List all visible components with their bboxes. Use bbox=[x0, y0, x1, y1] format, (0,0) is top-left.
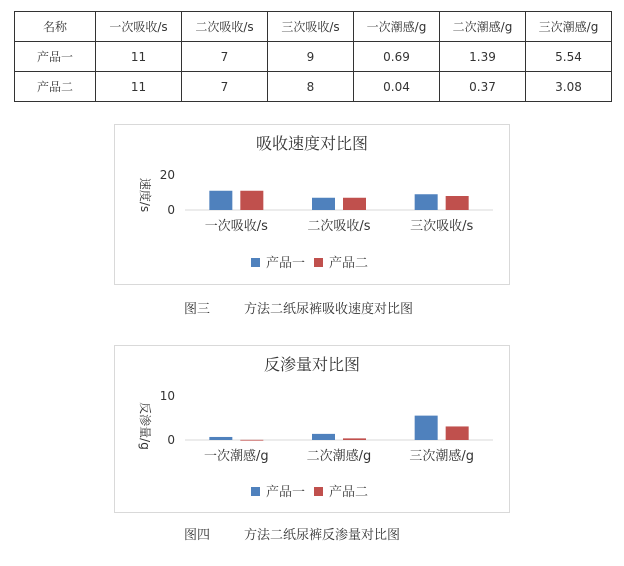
y-tick-label: 10 bbox=[159, 389, 175, 403]
bar-1-2 bbox=[312, 434, 335, 440]
table-cell: 11 bbox=[96, 72, 182, 102]
legend-swatch-2 bbox=[314, 487, 323, 496]
bar-2-3 bbox=[446, 196, 469, 210]
table-cell: 产品一 bbox=[15, 42, 96, 72]
table-header-cell: 一次吸收/s bbox=[96, 12, 182, 42]
bar-1-1 bbox=[209, 437, 232, 440]
bar-2-2 bbox=[343, 198, 366, 210]
table-header-cell: 一次潮感/g bbox=[354, 12, 440, 42]
table-cell: 7 bbox=[182, 72, 268, 102]
rewet-chart-svg bbox=[115, 346, 509, 512]
y-tick-label: 20 bbox=[159, 168, 175, 182]
figure-4-caption bbox=[184, 524, 400, 543]
bar-1-3 bbox=[415, 416, 438, 440]
data-table bbox=[14, 11, 612, 102]
bar-1-1 bbox=[209, 191, 232, 210]
x-tick-label: 二次潮感/g bbox=[306, 449, 372, 464]
bar-2-3 bbox=[446, 426, 469, 440]
legend-swatch-2 bbox=[314, 258, 323, 267]
legend-swatch-1 bbox=[251, 487, 260, 496]
table-header-cell: 二次吸收/s bbox=[182, 12, 268, 42]
legend-label-1: 产品一 bbox=[266, 485, 306, 500]
absorption-speed-chart bbox=[114, 124, 510, 285]
bar-2-1 bbox=[240, 440, 263, 441]
table-header-row bbox=[15, 12, 612, 42]
table-cell: 1.39 bbox=[440, 42, 526, 72]
figure-3-caption bbox=[184, 298, 413, 317]
legend-label-2: 产品二 bbox=[329, 256, 369, 271]
bar-2-2 bbox=[343, 438, 366, 440]
table-row bbox=[15, 42, 612, 72]
bar-1-3 bbox=[415, 194, 438, 210]
x-tick-label: 二次吸收/s bbox=[307, 219, 371, 234]
bar-1-2 bbox=[312, 198, 335, 210]
y-tick-label: 0 bbox=[167, 433, 175, 447]
table-cell: 8 bbox=[268, 72, 354, 102]
legend-label-1: 产品一 bbox=[266, 256, 306, 271]
figure-3-number: 图三 bbox=[184, 302, 211, 317]
y-axis-label: 速度/s bbox=[138, 177, 152, 213]
legend-swatch-1 bbox=[251, 258, 260, 267]
table-header-cell: 二次潮感/g bbox=[440, 12, 526, 42]
x-tick-label: 一次潮感/g bbox=[204, 449, 269, 464]
x-tick-label: 一次吸收/s bbox=[204, 219, 268, 234]
y-tick-label: 0 bbox=[167, 203, 175, 217]
table-cell: 0.69 bbox=[354, 42, 440, 72]
absorption-speed-chart-svg bbox=[115, 125, 509, 284]
table-row bbox=[15, 72, 612, 102]
table-header-cell: 名称 bbox=[15, 12, 96, 42]
figure-3-text: 方法二纸尿裤吸收速度对比图 bbox=[244, 302, 414, 317]
table-cell: 0.37 bbox=[440, 72, 526, 102]
chart-title: 吸收速度对比图 bbox=[255, 134, 369, 153]
x-tick-label: 三次吸收/s bbox=[410, 219, 474, 234]
table-cell: 0.04 bbox=[354, 72, 440, 102]
y-axis-label: 反渗量/g bbox=[138, 402, 152, 450]
rewet-chart bbox=[114, 345, 510, 513]
table-header-cell: 三次吸收/s bbox=[268, 12, 354, 42]
table-cell: 5.54 bbox=[526, 42, 612, 72]
legend-label-2: 产品二 bbox=[329, 485, 369, 500]
table-cell: 产品二 bbox=[15, 72, 96, 102]
table-cell: 7 bbox=[182, 42, 268, 72]
x-tick-label: 三次潮感/g bbox=[409, 449, 474, 464]
chart-title: 反渗量对比图 bbox=[263, 355, 361, 374]
table-cell: 9 bbox=[268, 42, 354, 72]
figure-4-text: 方法二纸尿裤反渗量对比图 bbox=[244, 528, 401, 543]
table-cell: 11 bbox=[96, 42, 182, 72]
table-header-cell: 三次潮感/g bbox=[526, 12, 612, 42]
table-cell: 3.08 bbox=[526, 72, 612, 102]
figure-4-number: 图四 bbox=[184, 528, 211, 543]
bar-2-1 bbox=[240, 191, 263, 210]
